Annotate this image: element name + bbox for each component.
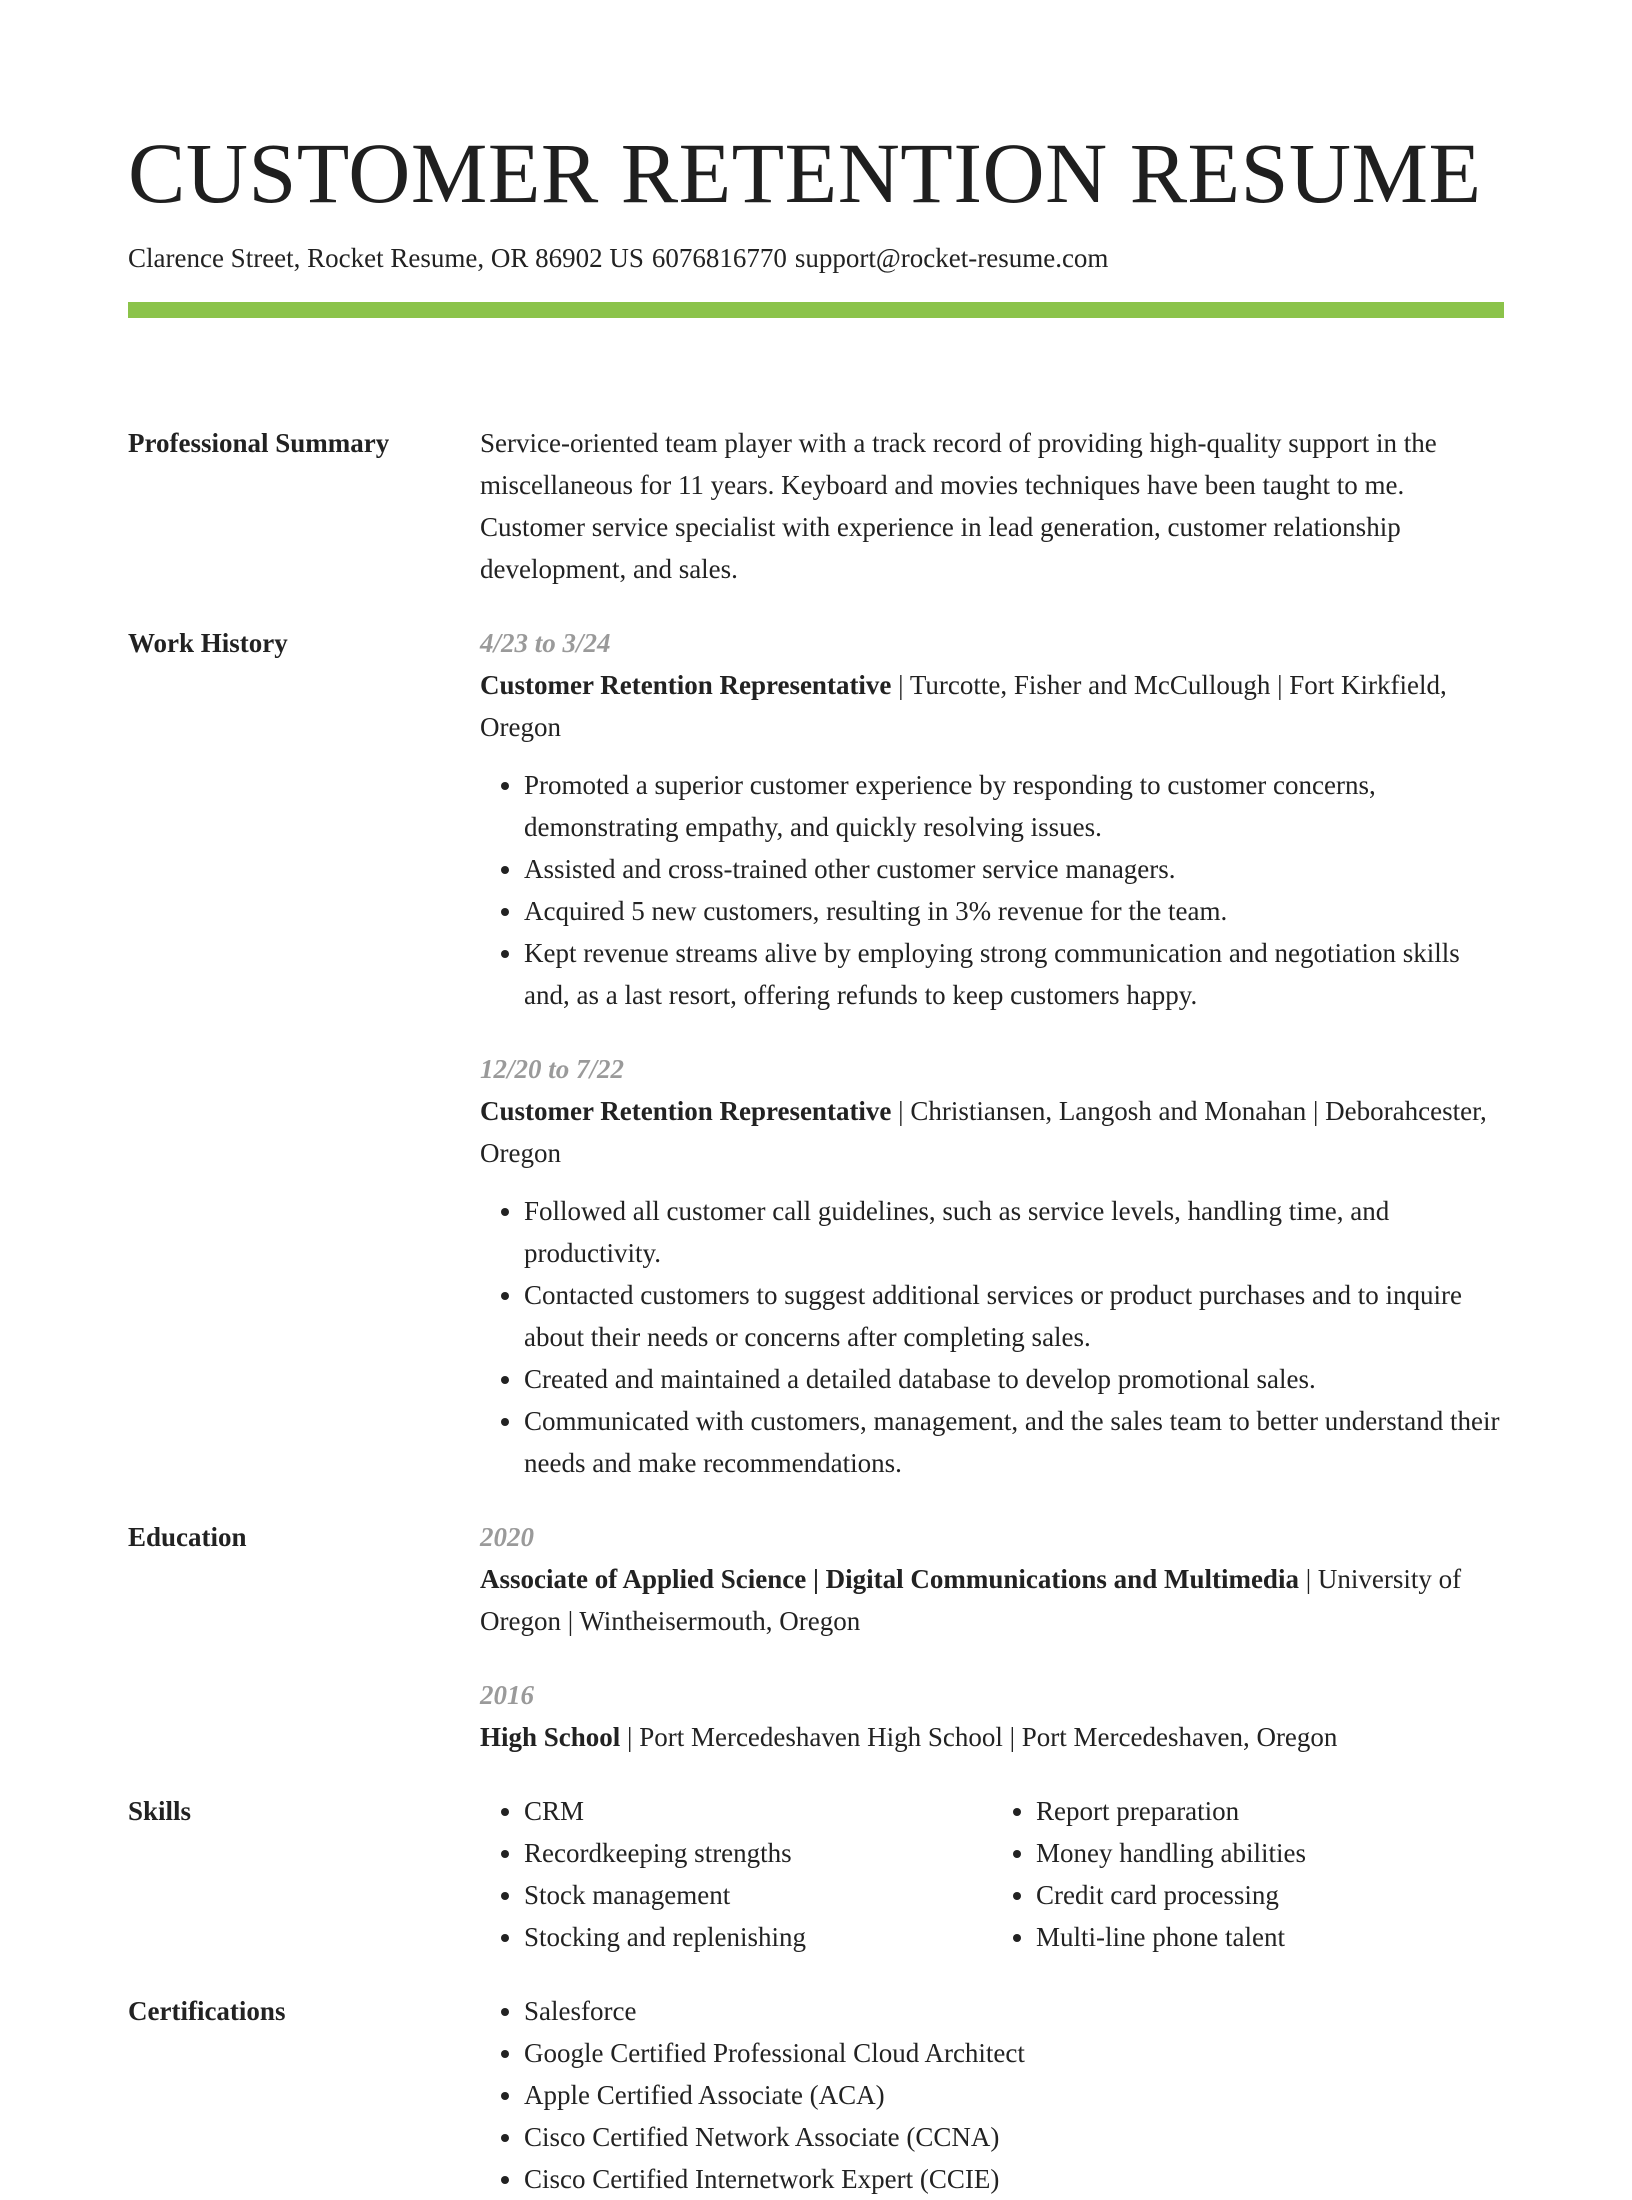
list-item: • Report preparation	[1036, 1790, 1504, 1832]
education-details: | Port Mercedeshaven High School | Port Mercedeshaven, Oregon	[620, 1722, 1338, 1752]
skills-list-left	[480, 1790, 992, 1958]
job-entry	[480, 622, 1504, 1016]
section-summary	[128, 422, 1504, 590]
education-year: 2016	[480, 1680, 534, 1710]
section-label: Professional Summary	[128, 428, 390, 458]
section-label: Education	[128, 1522, 247, 1552]
contact-email[interactable]: support@rocket-resume.com	[794, 243, 1109, 273]
header-divider	[128, 302, 1504, 318]
job-details: | Turcotte, Fisher and McCullough | Fort Kirkfield, Oregon	[480, 670, 1447, 742]
section-content	[480, 1990, 1504, 2200]
job-dates: 4/23 to 3/24	[480, 628, 611, 658]
job-role	[480, 1090, 1504, 1174]
education-entry	[480, 1516, 1504, 1642]
section-content	[480, 622, 1504, 1484]
section-content	[480, 1516, 1504, 1758]
section-skills	[128, 1790, 1504, 1958]
summary-text: Service-oriented team player with a track record of providing high-quality support in the miscellaneous for 11 years. Keyboard and movies techniques have been taught to me. Customer service specialist with experience in lead generation, customer relationship development, and sales.	[480, 428, 1437, 584]
education-degree: High School	[480, 1722, 621, 1752]
list-item: • Recordkeeping strengths	[524, 1832, 992, 1874]
list-item: • Multi-line phone talent	[1036, 1916, 1504, 1958]
list-item: • Cisco Certified Network Associate (CCNA)	[524, 2116, 1504, 2158]
contact-line	[128, 240, 1504, 276]
education-year: 2020	[480, 1522, 534, 1552]
list-item: • Apple Certified Associate (ACA)	[524, 2074, 1504, 2116]
list-item: • Contacted customers to suggest additional services or product purchases and to inquire about their needs or concerns after completing sales.	[524, 1274, 1504, 1358]
education-degree-line	[480, 1558, 1504, 1642]
list-item: • Salesforce	[524, 1990, 1504, 2032]
job-details: | Christiansen, Langosh and Monahan | Deborahcester, Oregon	[480, 1096, 1487, 1168]
section-label: Work History	[128, 628, 288, 658]
list-item: • Stock management	[524, 1874, 992, 1916]
contact-address: Clarence Street, Rocket Resume, OR 86902 US	[128, 243, 644, 273]
skills-list-right	[992, 1790, 1504, 1958]
list-item: • Cisco Certified Internetwork Expert (CCIE)	[524, 2158, 1504, 2200]
education-entry	[480, 1674, 1504, 1758]
education-degree-line	[480, 1716, 1504, 1758]
resume-page	[128, 0, 1504, 2200]
section-certifications	[128, 1990, 1504, 2200]
list-item: • CRM	[524, 1790, 992, 1832]
certifications-list	[480, 1990, 1504, 2200]
list-item: • Followed all customer call guidelines, such as service levels, handling time, and productivity.	[524, 1190, 1504, 1274]
skills-columns	[480, 1790, 1504, 1958]
job-dates: 12/20 to 7/22	[480, 1054, 625, 1084]
list-item: • Stocking and replenishing	[524, 1916, 992, 1958]
job-title: Customer Retention Representative	[480, 670, 892, 700]
job-title: Customer Retention Representative	[480, 1096, 892, 1126]
list-item: • Acquired 5 new customers, resulting in 3% revenue for the team.	[524, 890, 1504, 932]
list-item: • Credit card processing	[1036, 1874, 1504, 1916]
section-work-history	[128, 622, 1504, 1484]
job-entry	[480, 1048, 1504, 1484]
list-item: • Money handling abilities	[1036, 1832, 1504, 1874]
section-label: Certifications	[128, 1996, 286, 2026]
section-content	[480, 422, 1504, 590]
list-item: • Promoted a superior customer experience by responding to customer concerns, demonstrating empathy, and quickly resolving issues.	[524, 764, 1504, 848]
education-degree: Associate of Applied Science | Digital Communications and Multimedia	[480, 1564, 1299, 1594]
list-item: • Google Certified Professional Cloud Architect	[524, 2032, 1504, 2074]
education-details: | University of Oregon | Wintheisermouth, Oregon	[480, 1564, 1462, 1636]
job-bullets	[480, 1190, 1504, 1484]
resume-title: CUSTOMER RETENTION RESUME	[128, 125, 1482, 221]
list-item: • Communicated with customers, management, and the sales team to better understand their needs and make recommendations.	[524, 1400, 1504, 1484]
job-bullets	[480, 764, 1504, 1016]
list-item: • Created and maintained a detailed database to develop promotional sales.	[524, 1358, 1504, 1400]
section-label: Skills	[128, 1796, 192, 1826]
section-education	[128, 1516, 1504, 1758]
list-item: • Assisted and cross-trained other customer service managers.	[524, 848, 1504, 890]
list-item: • Kept revenue streams alive by employing strong communication and negotiation skills and, as a last resort, offering refunds to keep customers happy.	[524, 932, 1504, 1016]
contact-phone: 6076816770	[651, 243, 787, 273]
job-role	[480, 664, 1504, 748]
